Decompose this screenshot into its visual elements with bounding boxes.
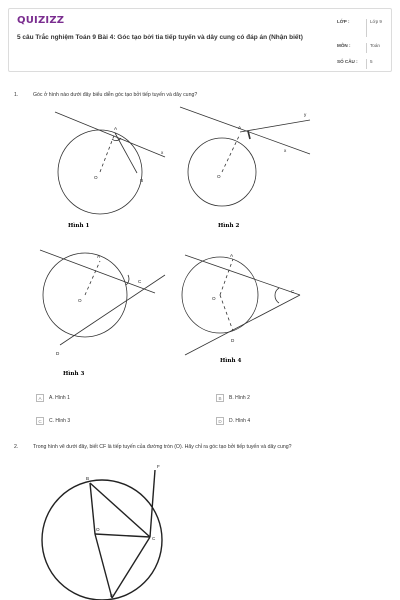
meta-subject-value: Toán [370, 43, 380, 48]
meta-grade-label: LỚP : [337, 19, 350, 24]
point-label: O [94, 175, 98, 180]
option-text: D. Hình 4 [229, 418, 251, 424]
point-label: F [157, 464, 160, 469]
meta-divider [366, 59, 367, 69]
option-letter-box[interactable]: A [36, 394, 44, 402]
point-label: O [212, 296, 216, 301]
tangent-line [55, 112, 165, 157]
meta-count-value: 5 [370, 59, 373, 64]
point-label: A [230, 253, 234, 258]
point-label: C [138, 279, 142, 284]
angle-arc [275, 288, 279, 303]
radius-line [220, 295, 233, 331]
secant-line [60, 275, 165, 345]
option-text: A. Hình 1 [49, 395, 70, 401]
point-label: B [140, 178, 144, 183]
point-label: x [284, 148, 287, 153]
figure-hinh-1 [40, 102, 180, 232]
quizizz-logo: QUIZIZZ [17, 15, 65, 26]
point-label: D [56, 351, 60, 356]
figure-hinh-4 [175, 245, 315, 375]
question-text: Góc ở hình nào dưới đây biểu diễn góc tạo bởi tiếp tuyến và dây cung? [33, 92, 198, 98]
radius-line [220, 259, 233, 295]
question-text: Trong hình vẽ dưới đây, biết CF là tiếp tuyến của đường tròn (O). Hãy chỉ ra góc tạo bởi tiếp tuyến và dây cung? [33, 444, 292, 450]
chord-line [95, 534, 112, 598]
figure-caption: Hình 4 [220, 358, 242, 364]
option-letter-box[interactable]: C [36, 417, 44, 425]
point-label: D [231, 338, 235, 343]
point-label: O [78, 298, 82, 303]
meta-count [337, 59, 395, 69]
radius-line [222, 134, 240, 172]
radius-line [95, 534, 150, 537]
point-label: x [161, 150, 164, 155]
figure-question-2 [40, 460, 180, 600]
worksheet-header [8, 8, 392, 72]
point-label: O [217, 174, 221, 179]
secant-ray [240, 120, 310, 132]
question-number: 2. [14, 444, 19, 450]
radius-line [100, 133, 115, 172]
point-label: C [152, 536, 156, 541]
option-text: B. Hình 2 [229, 395, 250, 401]
meta-grade-value: Lớp 9 [370, 19, 382, 24]
figure-hinh-3 [30, 245, 180, 380]
chord-line [90, 483, 95, 534]
figure-caption: Hình 1 [68, 223, 90, 229]
point-label: y [304, 112, 307, 117]
point-label: A [238, 125, 242, 130]
figure-caption: Hình 3 [63, 371, 85, 377]
circle-shape [42, 480, 162, 600]
point-label: C [291, 289, 295, 294]
meta-subject [337, 43, 395, 53]
figure-caption: Hình 2 [218, 223, 240, 229]
meta-grade [337, 19, 395, 37]
meta-count-label: SỐ CÂU : [337, 59, 358, 64]
tangent-line [185, 255, 300, 295]
question-number: 1. [14, 92, 19, 98]
point-label: A [97, 254, 101, 259]
radius-line [85, 261, 100, 295]
point-label: O [96, 527, 100, 532]
figure-hinh-2 [180, 102, 320, 232]
worksheet-title: 5 câu Trắc nghiệm Toán 9 Bài 4: Góc tạo bởi tia tiếp tuyến và dây cung có đáp án (Nhận biết) [17, 34, 303, 41]
point-label: E [110, 593, 114, 598]
tangent-line [150, 470, 155, 537]
option-text: C. Hình 3 [49, 418, 71, 424]
tangent-line [185, 295, 300, 355]
meta-divider [366, 43, 367, 53]
option-letter-box[interactable]: D [216, 417, 224, 425]
meta-subject-label: MÔN : [337, 43, 351, 48]
point-label: A [114, 126, 118, 131]
chord-line [112, 537, 150, 598]
option-letter-box[interactable]: B [216, 394, 224, 402]
point-label: B [86, 476, 90, 481]
meta-divider [366, 19, 367, 37]
